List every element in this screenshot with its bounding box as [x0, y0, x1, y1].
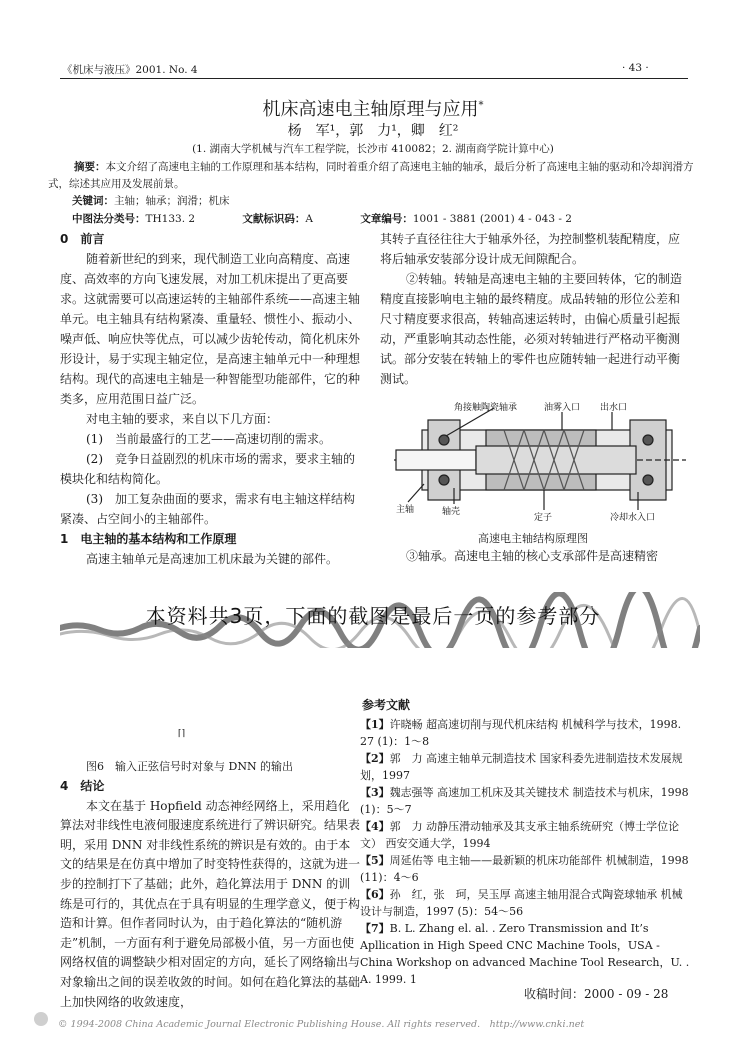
label-housing: 轴壳 [442, 507, 461, 517]
abstract [48, 159, 698, 193]
page-number: · 43 · [622, 62, 649, 74]
keywords [72, 193, 230, 208]
header-rule [60, 78, 688, 79]
figure-fragment-mark: ⌈⌉ [178, 729, 186, 739]
spindle-structure-figure [394, 400, 686, 524]
clc-label: 中图法分类号： [72, 213, 146, 225]
article-id-value: 1001 - 3881 (2001) 4 - 043 - 2 [412, 213, 572, 225]
journal-header: 《机床与液压》2001. No. 4 [62, 64, 198, 76]
reference-item: 【7】B. L. Zhang el. al. . Zero Transmission and It’s Apllication in High Speed CNC Machine Tools，USA - China Workshop on advanced Machine Tool Research，U. . A. 1999. 1 [360, 922, 690, 986]
label-stator: 定子 [534, 513, 553, 523]
abstract-label: 摘要： [74, 161, 106, 173]
bearing-paragraph-start [380, 546, 690, 562]
keywords-text: 主轴；轴承；润滑；机床 [114, 195, 230, 207]
reference-item: 【6】孙 红，张 珂，吴玉厚 高速主轴用混合式陶瓷球轴承 机械设计与制造，1997 (5)：54～56 [360, 888, 683, 918]
references-title: 参考文献 [362, 698, 411, 712]
reference-item: 【3】魏志强等 高速加工机床及其关键技术 制造技术与机床，1998 (1)：5～7 [360, 786, 689, 816]
authors: 杨 军¹，郭 力¹，卿 红² [287, 123, 459, 139]
title-footnote-mark: * [478, 100, 484, 111]
article-id-label: 文章编号： [360, 213, 413, 225]
section-heading-structure: 1 电主轴的基本结构和工作原理 [60, 532, 237, 546]
requirements-intro: 对电主轴的要求，来自以下几方面： [86, 412, 279, 426]
intro-paragraph: 随着新世纪的到来，现代制造工业向高精度、高速度、高效率的方向飞速发展，对加工机床提出了更高要求。这就需要可以高速运转的主轴部件系统——高速主轴单元。电主轴具有结构紧凑、重量轻、惯性小、振动小、噪声低、响应快等优点，可以减少齿轮传动，简化机床外形设计，易于实现主轴定位，是高速主轴单元中一种理想结构。现代的高速电主轴是一种智能型功能部件，它的种类多，应用范围日益广泛。 [60, 252, 361, 406]
classification-line [72, 211, 616, 226]
figure6-caption: 图6 输入正弦信号时对象与 DNN 的输出 [86, 760, 294, 773]
references-list [360, 716, 690, 988]
bearing-paragraph: ③轴承。高速电主轴的核心支承部件是高速精密 [406, 549, 659, 562]
shaft-paragraph: ②转轴。转轴是高速电主轴的主要回转体，它的制造精度直接影响电主轴的最终精度。成品转轴的形位公差和尺寸精度要求很高，转轴高速运转时，由偏心质量引起振动，严重影响其动态性能，必须对转轴进行严格动平衡测试。部分安装在转轴上的零件也应随转轴一起进行动平衡测试。 [380, 272, 683, 386]
paper-title [0, 95, 746, 121]
affiliation: (1. 湖南大学机械与汽车工程学院，长沙市 410082；2. 湖南商学院计算中心) [192, 143, 554, 155]
left-column [60, 229, 360, 569]
label-bearing: 角接触陶瓷轴承 [454, 403, 518, 413]
title-text: 机床高速电主轴原理与应用 [262, 99, 479, 120]
requirement-item-2: (2) 竞争日益剧烈的机床市场的需求，要求主轴的模块化和结构简化。 [60, 452, 355, 486]
requirement-item-1: (1) 当前最盛行的工艺——高速切削的需求。 [86, 432, 331, 446]
requirement-item-3: (3) 加工复杂曲面的要求，需求有电主轴这样结构紧凑、占空间小的主轴部件。 [60, 492, 355, 526]
notice-banner: 本资料共3页，下面的截图是最后一页的参考部分 [145, 604, 601, 628]
label-spindle: 主轴 [396, 505, 415, 515]
reference-item: 【4】郭 力 动静压滑动轴承及其支承主轴系统研究（博士学位论文） 西安交通大学，1994 [360, 820, 680, 850]
reference-item: 【5】周延佑等 电主轴——最新颖的机床功能部件 机械制造，1998 (11)：4～6 [360, 854, 689, 884]
structure-paragraph: 高速主轴单元是高速加工机床最为关键的部件。 [86, 552, 339, 566]
section-heading-conclusion: 4 结论 [60, 779, 105, 793]
label-water-outlet: 出水口 [600, 403, 628, 413]
conclusion-section [60, 777, 360, 1012]
received-date: 收稿时间：2000 - 09 - 28 [524, 987, 669, 1001]
copyright-footer: © 1994-2008 China Academic Journal Electronic Publishing House. All rights reserved. http://www.cnki.net [58, 1019, 585, 1030]
clc-value: TH133. 2 [145, 213, 196, 225]
reference-item: 【1】许晓畅 超高速切削与现代机床结构 机械科学与技术，1998. 27 (1)：1～8 [360, 718, 682, 748]
conclusion-paragraph: 本文在基于 Hopfield 动态神经网络上，采用趋化算法对非线性电液伺服速度系统进行了辨识研究。结果表明，采用 DNN 对非线性系统的辨识是有效的。由于本文的结果是在仿真中增加了时变特性获得的，这就为进一步的控制打下了基础；此外，趋化算法用于 DNN 的训练是可行的，其优点在于具有明显的生理学意义，便于构造和计算。但作者同时认为，由于趋化算法的“随机游走”机制，一方面有利于避免局部极小值，另一方面也使网络权值的调整缺少相对固定的方向，延长了网络输出与对象输出之间的误差收敛的时间。如何在趋化算法的基础上加快网络的收敛速度， [60, 798, 361, 1009]
keywords-label: 关键词： [72, 195, 114, 207]
reference-item: 【2】郭 力 高速主轴单元制造技术 国家科委先进制造技术发展规划，1997 [360, 752, 683, 782]
publisher-logo-icon [34, 1012, 48, 1026]
label-oil-inlet: 油雾入口 [544, 403, 581, 413]
abstract-text: 本文介绍了高速电主轴的工作原理和基本结构，同时着重介绍了高速电主轴的轴承，最后分析了高速电主轴的驱动和冷却润滑方式，综述其应用及发展前景。 [48, 161, 694, 190]
spindle-figure-caption: 高速电主轴结构原理图 [478, 532, 588, 545]
label-coolant-inlet: 冷却水入口 [610, 513, 656, 523]
rotor-paragraph: 其转子直径往往大于轴承外径，为控制整机装配精度，应将后轴承安装部分设计成无间隙配合。 [380, 232, 681, 266]
doc-code-label: 文献标识码： [242, 213, 306, 225]
right-column-top [380, 229, 690, 389]
section-heading-intro: 0 前言 [60, 232, 105, 246]
doc-code-value: A [305, 213, 313, 225]
